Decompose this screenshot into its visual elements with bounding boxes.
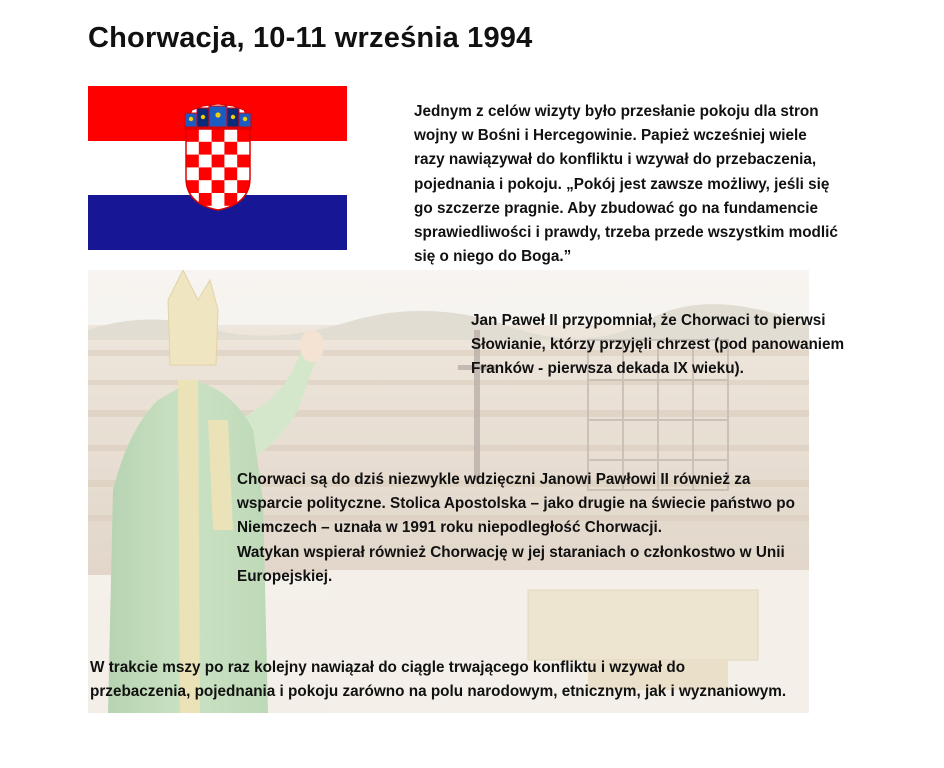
- paragraph-baptism: Jan Paweł II przypomniał, że Chorwaci to pierwsi Słowianie, którzy przyjęli chrzest (pod panowaniem Franków - pierwsza dekada IX wieku).: [471, 312, 845, 378]
- coat-of-arms-icon: [184, 104, 252, 211]
- paragraph-peace-message: Jednym z celów wizyty było przesłanie pokoju dla stron wojny w Bośni i Hercegowinie. Papież wcześniej wiele razy nawiązywał do konfliktu i wzywał do przebaczenia, pojednania i pokoju. „Pokój jest zawsze możliwy, jeśli się go szczerze pragnie. Aby zbudować go na fundamencie sprawiedliwości i prawdy, trzeba przede wszystkim modlić się o niego do Boga.”: [414, 103, 838, 266]
- croatian-flag: [88, 86, 347, 250]
- paragraph-political-support: Chorwaci są do dziś niezwykle wdzięczni Janowi Pawłowi II również za wsparcie polityczne. Stolica Apostolska – jako drugie na świecie państwo po Niemczech – uznała w 1991 roku niepodległość Chorwacji. Watykan wspierał również Chorwację w jej staraniach o członkostwo w Unii Europejskiej.: [237, 471, 795, 585]
- paragraph-mass: W trakcie mszy po raz kolejny nawiązał do ciągle trwającego konfliktu i wzywał do przebaczenia, pojednania i pokoju zarówno na polu narodowym, etnicznym, jak i wyznaniowym.: [90, 659, 787, 701]
- page-title: Chorwacja, 10-11 września 1994: [88, 22, 533, 54]
